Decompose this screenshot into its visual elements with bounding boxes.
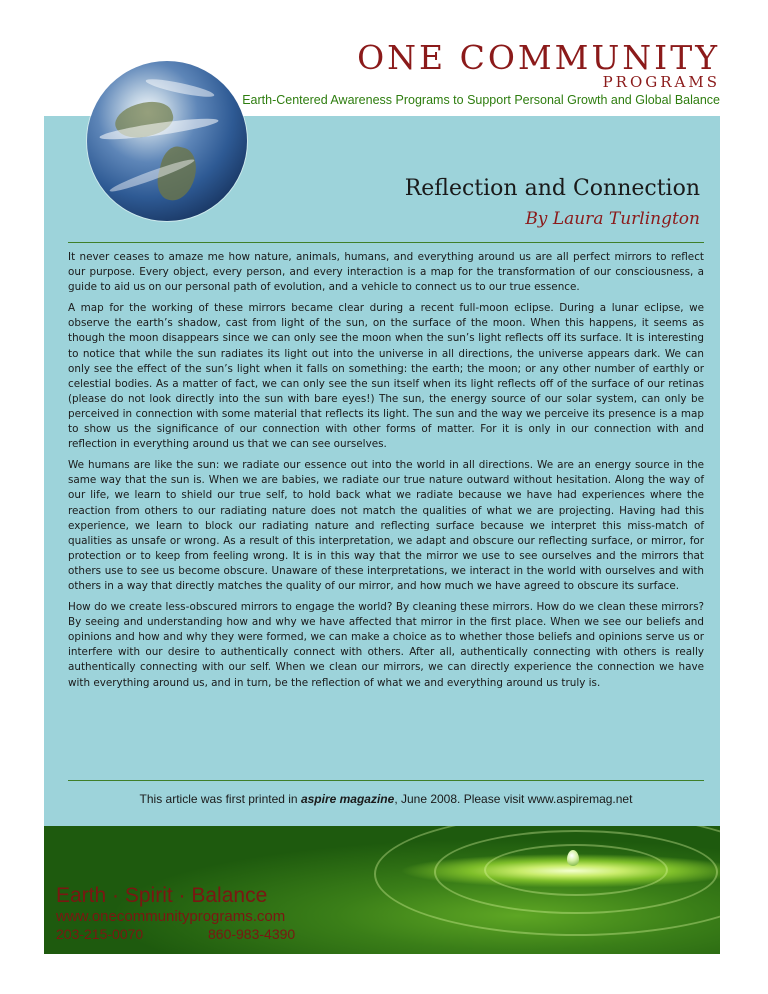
article-body: [68, 250, 704, 697]
footer-phone-1: 203-215-0070: [56, 926, 144, 942]
bottom-divider: [68, 780, 704, 781]
earth-globe-icon: [87, 61, 247, 221]
article-paragraph: A map for the working of these mirrors became clear during a recent full-moon eclipse. During a lunar eclipse, we observe the earth’s shadow, cast from light of the sun, on the surface of the moon. When this happens, it seems as though the moon disappears since we can only see the moon when the sun’s light reflects off its surface. It is interesting to notice that while the sun radiates its light out into the universe in all directions, the universe appears dark. We can only see the effect of the sun’s light when it falls on something: the earth; the moon; or any other number of earthly or celestial bodies. As a matter of fact, we can only see the sun itself when its light reflects off of the surface of our retinas (please do not look directly into the sun with bare eyes!) The sun, the energy source of our solar system, can only be perceived in connection with some material that reflects its light. The sun and the way we perceive its presence is a map to show us the significance of our connection with other forms of matter. For it is only in our connection with and reflection in everything around us that we can see ourselves.: [68, 302, 704, 451]
ripple-ring: [374, 826, 720, 936]
top-divider: [68, 242, 704, 243]
article-paragraph: How do we create less-obscured mirrors to engage the world? By cleaning these mirrors. How do we clean these mirrors? By seeing and understanding how and why we have affected that mirror in the first place. When we see our beliefs and opinions and how and why they were formed, we can make a choice as to whether those beliefs and opinions serve us or interfere with our desire to authentically connect with others. After all, authentically connecting with others is really authentically connecting with our self. When we clean our mirrors, we can directly experience the connection we have with everything around us, and in turn, be the reflection of what we and everything around us truly is.: [68, 601, 704, 689]
magazine-name: aspire magazine: [300, 792, 395, 806]
org-tagline: Earth-Centered Awareness Programs to Support Personal Growth and Global Balance: [242, 93, 720, 107]
credit-suffix: , June 2008. Please visit www.aspiremag.net: [394, 792, 633, 806]
org-name: ONE COMMUNITY: [357, 38, 720, 77]
article-byline: By Laura Turlington: [525, 209, 700, 229]
footer-banner: [44, 826, 720, 954]
footer-slogan: Earth · Spirit · Balance: [56, 884, 268, 907]
article-title: Reflection and Connection: [404, 176, 700, 201]
article-paragraph: We humans are like the sun: we radiate our essence out into the world in all directions. We are an energy source in the same way that the sun is. When we are babies, we radiate our true nature outward without hesitation. Along the way of our life, we learn to shield our true self, to hold back what we radiate because we have had experiences where the reaction from others to our radiating nature does not match the qualities of what we are projecting. Having had this experience, we learn to block our radiating nature and reflecting surface because we interpret this miss-match of qualities as unsafe or wrong. As a result of this interpretation, we adapt and obscure our reflecting surface, or mirror, for protection or to keep from feeling wrong. It is in this way that the mirror we use to see ourselves and the mirrors that others use to see us become obscure. Unaware of these interpretations, we interact in the world with ourselves and with others in a way that directly matches the quality of our mirror, and how much we have agreed to obscure its surface.: [68, 459, 704, 592]
footer-phone-2: 860-983-4390: [208, 926, 296, 942]
footer-website[interactable]: www.onecommunityprograms.com: [56, 908, 286, 925]
water-drop-icon: [567, 850, 579, 866]
credit-prefix: This article was first printed in: [139, 792, 301, 806]
org-subtitle: PROGRAMS: [602, 73, 720, 91]
article-paragraph: It never ceases to amaze me how nature, animals, humans, and everything around us are all perfect mirrors to reflect our purpose. Every object, every person, and every interaction is a map for the transformation of our consciousness, a guide to aid us on our personal path of evolution, and a vehicle to connect us to our true essence.: [68, 251, 704, 294]
print-credit: [68, 792, 704, 806]
